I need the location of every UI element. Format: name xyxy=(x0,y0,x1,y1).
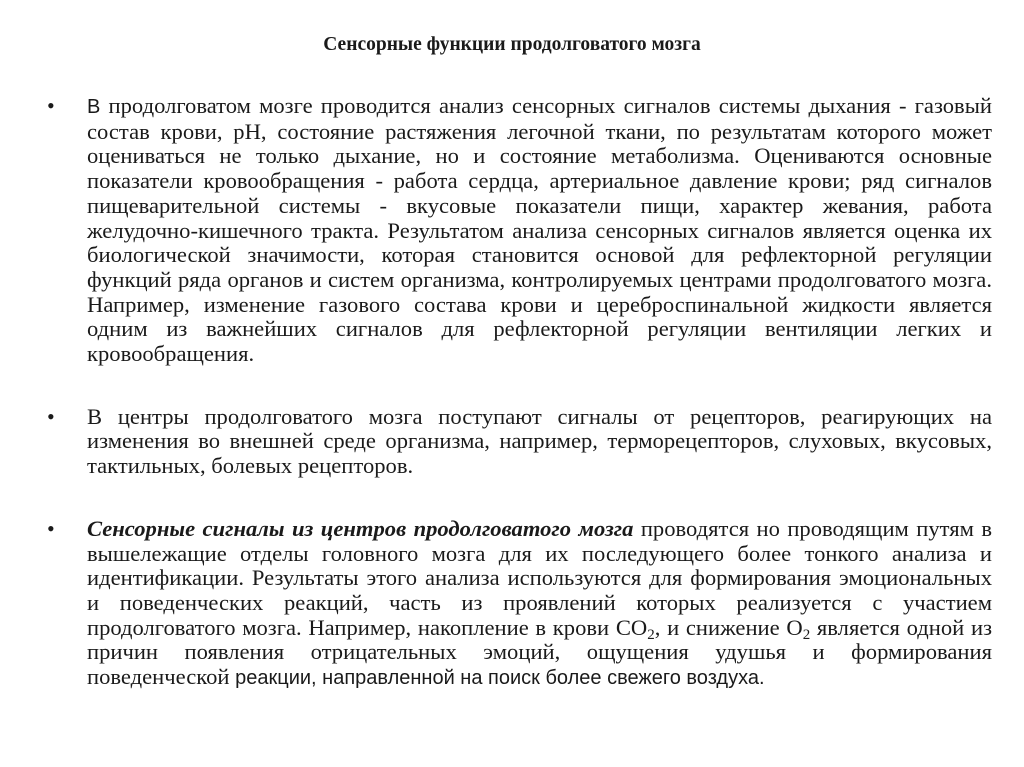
slide-title: Сенсорные функции продолговатого мозга xyxy=(323,34,701,55)
bullet-dot-icon: • xyxy=(47,515,55,541)
bullet-item-3 xyxy=(0,517,1024,691)
o2-subscript: 2 xyxy=(802,626,811,643)
bullet-dot-icon: • xyxy=(47,403,55,429)
bullet-item-1 xyxy=(0,94,1024,367)
bullet-1-lead: В xyxy=(87,96,101,118)
bullet-dot-icon: • xyxy=(47,93,55,118)
bullet-item-2 xyxy=(0,405,1024,479)
bullet-3-emphasis: Сенсорные сигналы из центров продолговатого мозга xyxy=(87,515,634,541)
bullet-list xyxy=(0,94,1024,691)
bullet-3-text-c: является одной из причин появления отрицательных эмоций, ощущения удушья и формирования поведенческой xyxy=(87,614,992,690)
bullet-1-text: продолговатом мозге проводится анализ сенсорных сигналов системы дыхания - газовый состав крови, pH, состояние растяжения легочной ткани, по результатам которого может оцениваться не только дыхание, но и состояние метаболизма. Оцениваются основные показатели кровообращения - работа сердца, артериальное давление крови; ряд сигналов пищеварительной системы - вкусовые показатели пищи, характер жевания, работа желудочно-кишечного тракта. Результатом анализа сенсорных сигналов является оценка их биологической значимости, которая становится основой для рефлекторной регуляции функций ряда органов и систем организма, контролируемых центрами продолговатого мозга. Например, изменение газового состава крови и цереброспинальной жидкости является одним из важнейших сигналов для рефлекторной регуляции вентиляции легких и кровообращения. xyxy=(87,93,992,367)
bullet-3-tail: реакции, направленной на поиск более свежего воздуха. xyxy=(235,667,765,690)
bullet-3-text-a: проводятся но проводящим путям в вышележащие отделы головного мозга для их последующего более тонкого анализа и идентификации. Результаты этого анализа используются для формирования эмоциональных и поведенческих реакций, часть из проявлений которых реализуется с участием продолговатого мозга. Например, накопление в крови СО xyxy=(87,515,992,640)
co2-subscript: 2 xyxy=(647,626,655,643)
bullet-2-text: В центры продолговатого мозга поступают сигналы от рецепторов, реагирующих на изменения во внешней среде организма, например, терморецепторов, слуховых, вкусовых, тактильных, болевых рецепторов. xyxy=(87,403,992,479)
bullet-3-text-b: , и снижение О xyxy=(654,614,803,640)
